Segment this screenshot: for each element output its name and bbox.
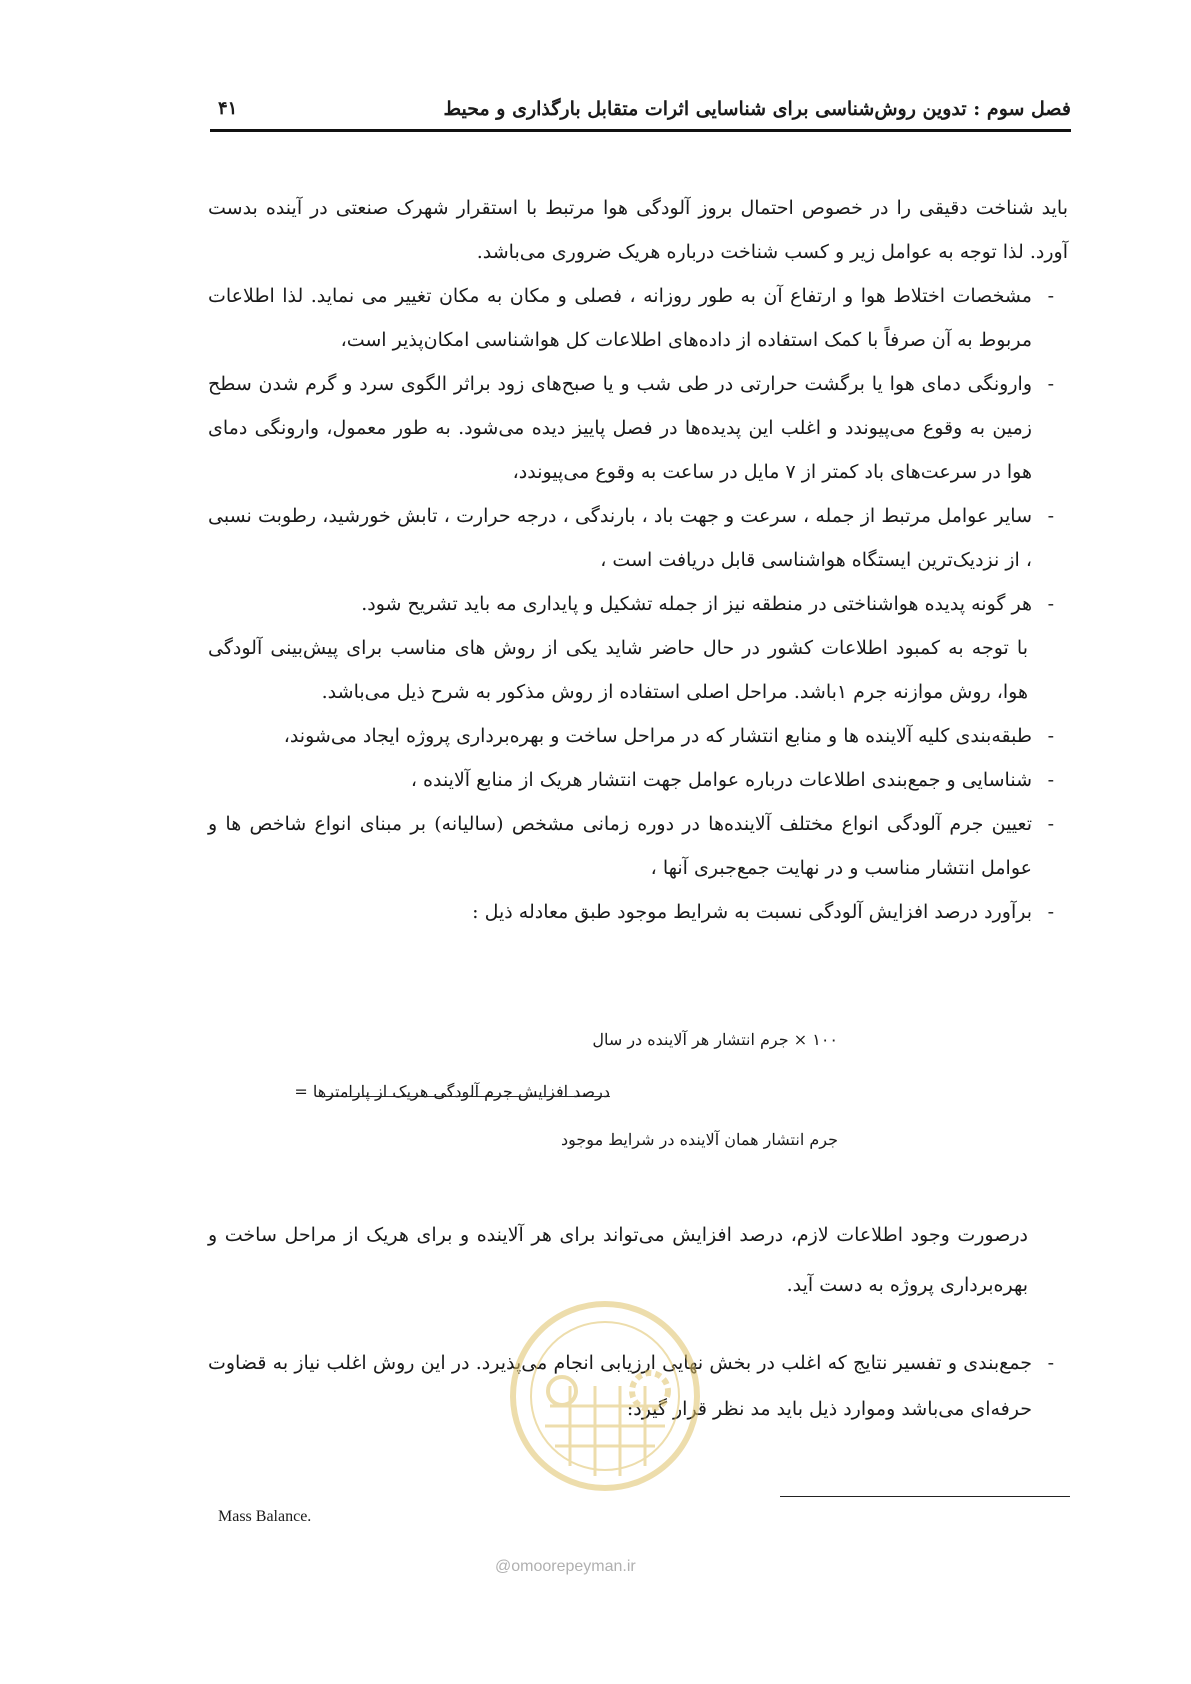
- list-item: - سایر عوامل مرتبط از جمله ، سرعت و جهت باد ، بارندگی ، درجه حرارت ، تابش خورشید، رطوبت نسبی ، از نزدیک‌ترین ایستگاه هواشناسی قابل دریافت است ،: [208, 494, 1032, 582]
- watermark-grid: [545, 1386, 665, 1476]
- formula-denominator: جرم انتشار همان آلاینده در شرایط موجود: [561, 1130, 838, 1149]
- header-rule: [210, 129, 1071, 132]
- footnote: Mass Balance.: [218, 1508, 312, 1525]
- formula-numerator: ۱۰۰ × جرم انتشار هر آلاینده در سال: [592, 1030, 838, 1049]
- fraction-line: [320, 1096, 610, 1097]
- list-item: - تعیین جرم آلودگی انواع مختلف آلاینده‌ها در دوره زمانی مشخص (سالیانه) بر مبنای انواع شاخص ها و عوامل انتشار مناسب و در نهایت جمع‌جبری آنها ،: [208, 802, 1032, 890]
- list-item: - جمع‌بندی و تفسیر نتایج که اغلب در بخش نهایی ارزیابی انجام می‌پذیرد. در این روش اغلب نیاز به قضاوت حرفه‌ای می‌باشد وموارد ذیل باید مد نظر قرار گیرد:: [208, 1340, 1032, 1432]
- bullet-list-steps: [208, 714, 1068, 934]
- watermark-logo: [500, 1296, 710, 1516]
- watermark-inner-ring: [531, 1322, 679, 1470]
- paragraph-result: درصورت وجود اطلاعات لازم، درصد افزایش می‌تواند برای هر آلاینده و برای هریک از مراحل ساخت و بهره‌برداری پروژه به دست آید.: [208, 1224, 1028, 1296]
- lower-text: [208, 1210, 1068, 1310]
- bullet-list-meteorology: [208, 274, 1068, 626]
- list-item: - برآورد درصد افزایش آلودگی نسبت به شرایط موجود طبق معادله ذیل :: [208, 890, 1032, 934]
- chapter-title: فصل سوم : تدوین روش‌شناسی برای شناسایی اثرات متقابل بارگذاری و محیط: [443, 98, 1071, 120]
- footnote-rule: [780, 1496, 1070, 1497]
- formula-lhs: درصد افزایش جرم آلودگی هریک از پارامترها =: [294, 1082, 610, 1101]
- list-item: - طبقه‌بندی کلیه آلاینده ها و منابع انتشار که در مراحل ساخت و بهره‌برداری پروژه ایجاد می‌شوند،: [208, 714, 1032, 758]
- gear-icon: [632, 1373, 668, 1409]
- page-header: [210, 86, 1071, 132]
- page-number: ۴۱: [218, 98, 238, 119]
- pollution-increase-formula: [294, 1030, 900, 1160]
- watermark-url: @omoorepeyman.ir: [495, 1558, 636, 1575]
- paragraph-intro: باید شناخت دقیقی را در خصوص احتمال بروز آلودگی هوا مرتبط با استقرار شهرک صنعتی در آینده بدست آورد. لذا توجه به عوامل زیر و کسب شناخت درباره هریک ضروری می‌باشد.: [208, 197, 1068, 263]
- list-item: - شناسایی و جمع‌بندی اطلاعات درباره عوامل جهت انتشار هریک از منابع آلاینده ،: [208, 758, 1032, 802]
- paragraph-mass-balance: با توجه به کمبود اطلاعات کشور در حال حاضر شاید یکی از روش های مناسب برای پیش‌بینی آلودگی هوا، روش موازنه جرم ۱باشد. مراحل اصلی استفاده از روش مذکور به شرح ذیل می‌باشد.: [208, 637, 1028, 703]
- list-item: - مشخصات اختلاط هوا و ارتفاع آن به طور روزانه ، فصلی و مکان به مکان تغییر می نماید. لذا اطلاعات مربوط به آن صرفاً با کمک استفاده از داده‌های اطلاعات کل هواشناسی امکان‌پذیر است،: [208, 274, 1032, 362]
- list-item: - وارونگی دمای هوا یا برگشت حرارتی در طی شب و یا صبح‌های زود براثر الگوی سرد و گرم شدن سطح زمین به وقوع می‌پیوندد و اغلب این پدیده‌ها در فصل پاییز دیده می‌شود. به طور معمول، وارونگی دمای هوا در سرعت‌های باد کمتر از ۷ مایل در ساعت به وقوع می‌پیوندد،: [208, 362, 1032, 494]
- body-text: [208, 186, 1068, 934]
- list-item: - هر گونه پدیده هواشناختی در منطقه نیز از جمله تشکیل و پایداری مه باید تشریح شود.: [208, 582, 1032, 626]
- scales-icon: [548, 1377, 576, 1405]
